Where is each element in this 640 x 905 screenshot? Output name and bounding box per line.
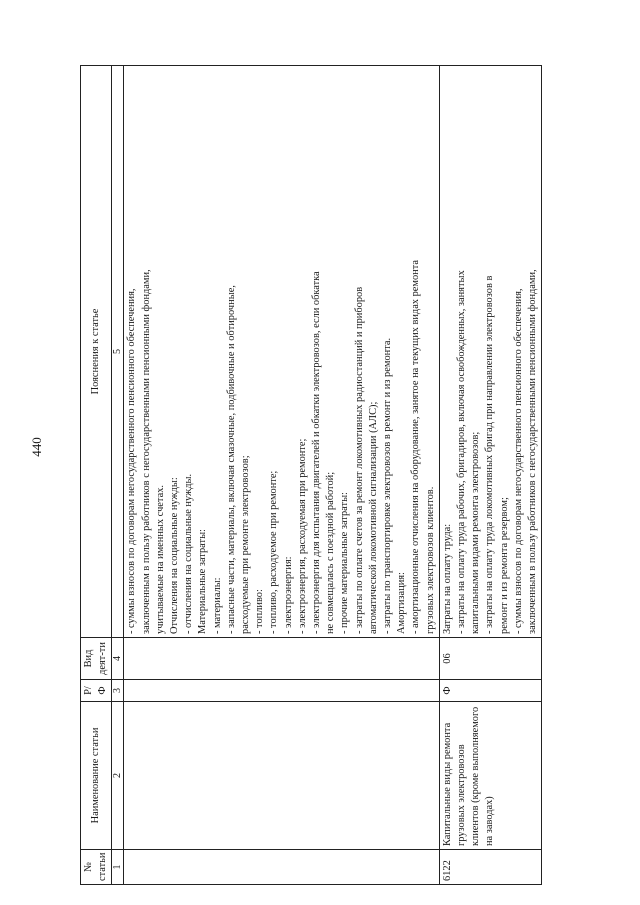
explanation-line: расходуемые при ремонте электровозов;	[240, 455, 252, 634]
explanation-line: автоматической локомотивной сигнализации (АЛС);	[367, 401, 379, 634]
explanation-line: - электроэнергия, расходуемая при ремонте;	[296, 438, 308, 634]
header-article-number: № статьи	[81, 850, 112, 885]
explanation-line: - затраты по оплате счетов за ремонт локомотивных радиостанций и приборов	[353, 286, 365, 634]
article-name: Капитальные виды ремонта грузовых электровозов клиентов (кроме выполняемого на заводах)	[439, 702, 541, 850]
header-rf: Р/ Ф	[81, 680, 112, 702]
explanation-line: ремонт и из ремонта резервом;	[498, 497, 510, 634]
article-activity	[124, 638, 439, 680]
article-name	[124, 702, 439, 850]
column-number: 3	[112, 680, 124, 702]
page-number: 440	[29, 437, 44, 457]
explanation-line: Материальные затраты:	[197, 529, 209, 634]
article-rf: Ф	[439, 680, 541, 702]
explanation-line: Амортизация:	[396, 572, 408, 634]
explanation-line: - суммы взносов по договорам негосударственного пенсионного обеспечения,	[126, 288, 138, 634]
explanation-line: Отчисления на социальные нужды:	[169, 477, 181, 634]
article-activity: 06	[439, 638, 541, 680]
explanation-line: - электроэнергия для испытания двигателей и обкатки электровозов, если обкатка	[311, 271, 323, 634]
column-number: 2	[112, 702, 124, 850]
article-rf	[124, 680, 439, 702]
rotated-page	[80, 65, 560, 885]
article-code: 6122	[439, 850, 541, 885]
article-explanation	[439, 66, 541, 638]
explanation-line: грузовых электровозов клиентов.	[424, 486, 436, 634]
header-activity: Вид деят-ти	[81, 638, 112, 680]
explanation-line: - отчисления на социальные нужды.	[183, 473, 195, 634]
explanation-line: - топливо:	[254, 589, 266, 634]
table-row	[124, 66, 439, 885]
explanation-line: - затраты по транспортировке электровозов в ремонт и из ремонта.	[382, 337, 394, 634]
explanation-line: Затраты на оплату труда:	[441, 523, 453, 634]
explanation-line: - амортизационные отчисления на оборудование, занятое на текущих видах ремонта	[410, 259, 422, 634]
explanation-line: не совмещалась с поездной работой;	[325, 471, 337, 634]
explanation-line: - материалы:	[211, 577, 223, 634]
explanation-line: учитываемые на именных счетах.	[154, 485, 166, 634]
explanation-line: - электроэнергия:	[282, 556, 294, 634]
column-number: 5	[112, 66, 124, 638]
explanation-line: - запасные части, материалы, включая смазочные, подбивочные и обтирочные,	[225, 285, 237, 634]
column-number: 1	[112, 850, 124, 885]
table-row	[439, 66, 541, 885]
articles-table	[80, 65, 542, 885]
header-row	[81, 66, 112, 885]
explanation-line: капитальными видами ремонта электровозов;	[470, 431, 482, 634]
explanation-line: заключенным в пользу работников с негосударственными пенсионными фондами,	[140, 269, 152, 634]
explanation-line: - затраты на оплату труда рабочих, бригадиров, включая освобожденных, занятых	[456, 270, 468, 634]
article-explanation	[124, 66, 439, 638]
explanation-line: заключенным в пользу работников с негосударственными пенсионными фондами,	[527, 269, 539, 634]
header-article-name: Наименование статьи	[81, 702, 112, 850]
header-explanation: Пояснения к статье	[81, 66, 112, 638]
explanation-line: - топливо, расходуемое при ремонте;	[268, 470, 280, 634]
explanation-line: - прочие материальные затраты:	[339, 492, 351, 634]
column-number: 4	[112, 638, 124, 680]
explanation-line: - суммы взносов по договорам негосударственного пенсионного обеспечения,	[512, 288, 524, 634]
article-code	[124, 850, 439, 885]
explanation-line: - затраты на оплату труда локомотивных бригад при направлении электровозов в	[484, 275, 496, 634]
column-numbers-row	[112, 66, 124, 885]
